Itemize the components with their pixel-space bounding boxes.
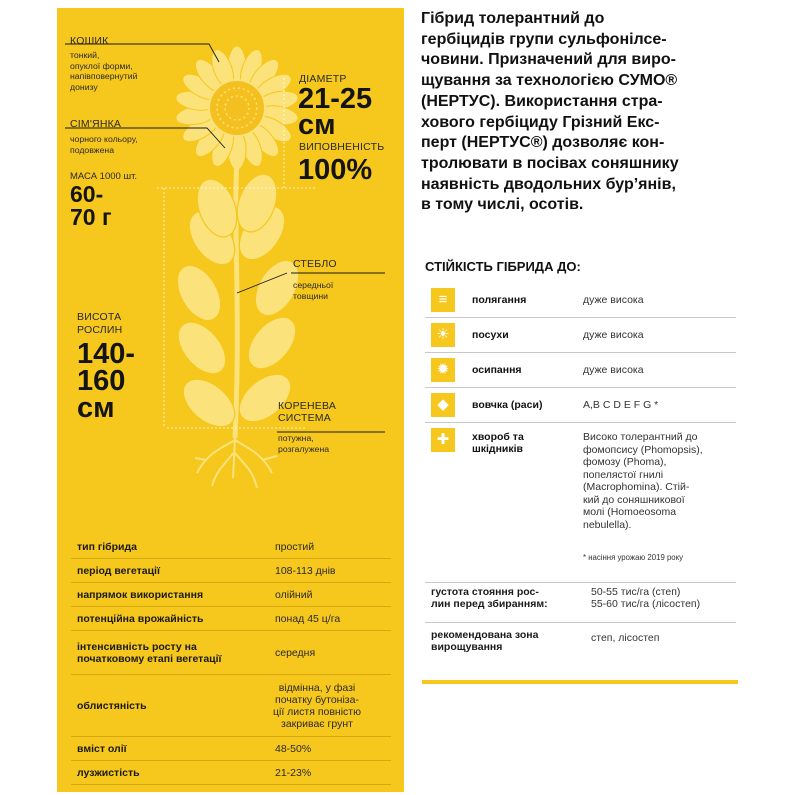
resistance-value: A,B C D E F G *	[583, 399, 659, 411]
trait-value: 48-50%	[275, 743, 312, 755]
diameter-label: ДІАМЕТР	[299, 73, 347, 85]
trait-value: олійний	[275, 589, 313, 601]
trait-value: понад 45 ц/га	[275, 613, 341, 625]
height-value: 140- 160 см	[77, 338, 136, 424]
trait-key: облистяність	[77, 700, 147, 712]
basket-desc: тонкий, опуклої форми, напівповернутий донизу	[70, 50, 138, 92]
trait-value: середня	[275, 647, 316, 659]
root-title: КОРЕНЕВА СИСТЕМА	[278, 400, 337, 424]
intro-line: (НЕРТУС). Використання стра-	[421, 92, 663, 110]
hybrid-infographic-panel	[57, 8, 404, 792]
trait-row	[57, 559, 404, 583]
trait-row	[57, 675, 404, 737]
resistance-title: СТІЙКІСТЬ ГІБРИДА ДО:	[425, 259, 581, 274]
trait-key: вміст олії	[77, 743, 127, 755]
resistance-label: посухи	[472, 329, 509, 341]
sun-icon: ☀	[431, 323, 455, 347]
trait-key: тип гібрида	[77, 541, 138, 553]
zone-value: степ, лісостеп	[591, 632, 660, 644]
intro-line: човини. Призначений для виро-	[421, 51, 676, 69]
resistance-row	[425, 353, 736, 388]
wheat-icon: ≡	[431, 288, 455, 312]
resistance-value: дуже висока	[583, 294, 644, 306]
density-label: густота стояння рос- лин перед збиранням:	[431, 586, 548, 610]
resistance-label: хвороб та шкідників	[472, 431, 524, 455]
resistance-value: Високо толерантний до фомопсису (Phomopsis), фомозу (Phoma), попелястої гнилі (Macrophomina). Стій- кий до соняшникової молі (Homoeosoma nebulella).	[583, 431, 703, 531]
diameter-value: 21-25 см	[298, 83, 373, 141]
footnote: * насіння урожаю 2019 року	[583, 553, 684, 562]
intro-line: Гібрид толерантний до	[421, 10, 605, 27]
shield-icon: ◆	[431, 393, 455, 417]
trait-key: потенційна врожайність	[77, 613, 204, 625]
leaf	[169, 313, 235, 382]
divider	[425, 622, 736, 623]
mass-label: МАСА 1000 шт.	[70, 171, 138, 182]
stem	[235, 158, 237, 438]
trait-row	[57, 761, 404, 785]
density-value: 50-55 тис/га (степ) 55-60 тис/га (лісостеп)	[591, 586, 701, 610]
accent-bar	[422, 680, 738, 684]
trait-row	[57, 631, 404, 675]
intro-line: щування за технологією СУМО®	[421, 72, 678, 90]
height-label: ВИСОТА РОСЛИН	[77, 311, 123, 336]
trait-row	[57, 535, 404, 559]
trait-key: напрямок використання	[77, 589, 204, 601]
intro-line: хового гербіциду Грізний Екс-	[421, 113, 660, 131]
divider	[425, 582, 736, 583]
trait-row	[57, 607, 404, 631]
resistance-value: дуже висока	[583, 329, 644, 341]
shield-plus-icon: ✚	[431, 428, 455, 452]
trait-row	[57, 583, 404, 607]
trait-key: лузжистість	[77, 767, 140, 779]
resistance-row	[425, 388, 736, 423]
trait-value: 21-23%	[275, 767, 312, 779]
resistance-row	[425, 283, 736, 318]
zone-label: рекомендована зона вирощування	[431, 629, 539, 653]
fullness-value: 100%	[298, 154, 373, 186]
trait-value: простий	[275, 541, 315, 553]
seed-title: СІМ'ЯНКА	[70, 118, 122, 130]
basket-title: КОШИК	[70, 35, 109, 47]
trait-value: 108-113 днів	[275, 565, 336, 577]
resistance-row	[425, 423, 736, 543]
intro-line: тролювати в посівах соняшнику	[421, 154, 679, 172]
roots	[195, 438, 277, 488]
sunflower-seed-icon: ✹	[431, 358, 455, 382]
trait-value: відмінна, у фазі початку бутоніза- ції листя повністю закриває грунт	[272, 682, 361, 730]
resistance-value: дуже висока	[583, 364, 644, 376]
sunflower-head	[174, 46, 299, 170]
intro-line: наявність дводольних бур’янів,	[421, 175, 676, 193]
trait-divider	[71, 784, 391, 785]
stem-desc: середньої товщини	[293, 280, 334, 301]
resistance-label: полягання	[472, 294, 527, 306]
intro-line: в тому числі, осотів.	[421, 196, 584, 214]
intro-line: гербіцидів групи сульфонілсе-	[421, 30, 667, 48]
intro-line: перт (НЕРТУС®) дозволяє кон-	[421, 134, 665, 152]
leaf	[239, 308, 305, 377]
resistance-label: осипання	[472, 364, 522, 376]
trait-key: інтенсивність росту на початковому етапі вегетації	[77, 641, 222, 665]
mass-value: 60- 70 г	[70, 181, 112, 230]
root-desc: потужна, розгалужена	[278, 433, 330, 454]
resistance-row	[425, 318, 736, 353]
trait-key: період вегетації	[77, 565, 160, 577]
resistance-label: вовчка (раси)	[472, 399, 543, 411]
fullness-label: ВИПОВНЕНІСТЬ	[299, 141, 385, 153]
intro-text	[421, 9, 766, 216]
trait-row	[57, 737, 404, 761]
seed-desc: чорного кольору, подовжена	[70, 134, 138, 155]
stem-title: СТЕБЛО	[293, 258, 337, 270]
leaf	[168, 258, 229, 328]
